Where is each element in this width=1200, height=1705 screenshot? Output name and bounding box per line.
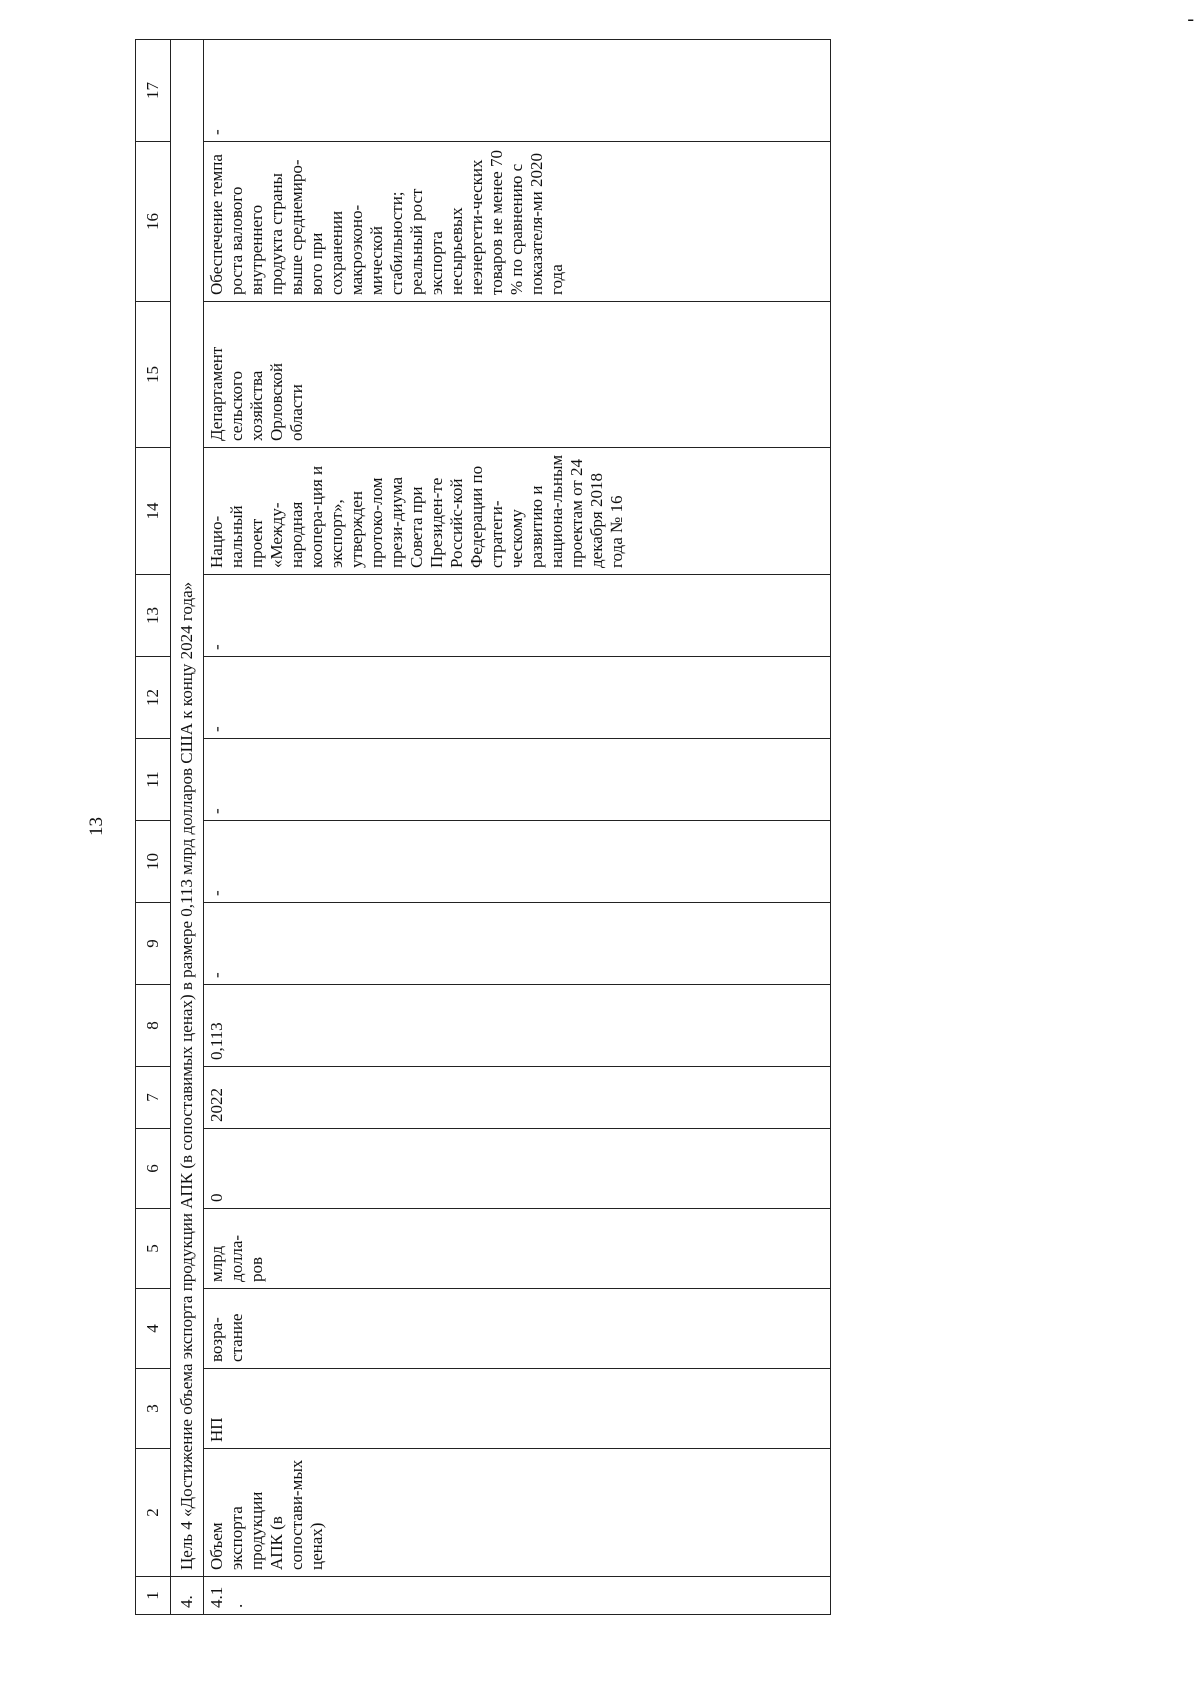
col-number: 12 [136,657,171,739]
col-number: 4 [136,1289,171,1369]
column-number-row [136,40,171,1615]
cell-responsible: Департамент сельского хозяйства Орловской области [204,302,831,448]
goal-text: Цель 4 «Достижение объема экспорта продукции АПК (в сопоставимых ценах) в размере 0,113 млрд долларов США к концу 2024 года» [171,40,204,1577]
col-number: 1 [136,1577,171,1615]
page-number: 13 [86,817,107,836]
cell-value-8: 0,113 [204,985,831,1067]
col-number: 17 [136,40,171,142]
cell-value-11: - [204,739,831,821]
col-number: 7 [136,1067,171,1129]
col-number: 9 [136,903,171,985]
cell-value-17: - [204,40,831,142]
cell-unit: млрд долла-ров [204,1209,831,1289]
cell-value-10: - [204,821,831,903]
col-number: 15 [136,302,171,448]
edge-mark: - [1187,8,1194,30]
cell-value-12: - [204,657,831,739]
col-number: 2 [136,1449,171,1577]
col-number: 6 [136,1129,171,1209]
col-number: 16 [136,142,171,302]
goal-row [171,40,204,1615]
cell-number: 4.1. [204,1577,831,1615]
col-number: 14 [136,448,171,575]
cell-year: 2022 [204,1067,831,1129]
col-number: 8 [136,985,171,1067]
cell-base-value: 0 [204,1129,831,1209]
cell-value-13: - [204,575,831,657]
cell-value-9: - [204,903,831,985]
cell-linkage: Обеспечение темпа роста валового внутреннего продукта страны выше среднемиро-вого при сохранении макроэконо-мической стабильности; реальный рост экспорта несырьевых неэнергети-ческих товаров не менее 70 % по сравнению с показателя-ми 2020 года [204,142,831,302]
cell-indicator-name: Объем экспорта продукции АПК (в сопостави-мых ценах) [204,1449,831,1577]
col-number: 11 [136,739,171,821]
col-number: 3 [136,1369,171,1449]
cell-document: Нацио-нальный проект «Между-народная коопера-ция и экспорт», утвержден протоко-лом прези-диума Совета при Президен-те Российс-кой Федерации по стратеги-ческому развитию и национа-льным проектам от 24 декабря 2018 года № 16 [204,448,831,575]
cell-type: НП [204,1369,831,1449]
col-number: 13 [136,575,171,657]
cell-trend: возра-стание [204,1289,831,1369]
goal-number: 4. [171,1577,204,1615]
indicators-table [135,39,831,1615]
col-number: 5 [136,1209,171,1289]
col-number: 10 [136,821,171,903]
rotated-table-container [135,40,865,1615]
table-row [204,40,831,1615]
